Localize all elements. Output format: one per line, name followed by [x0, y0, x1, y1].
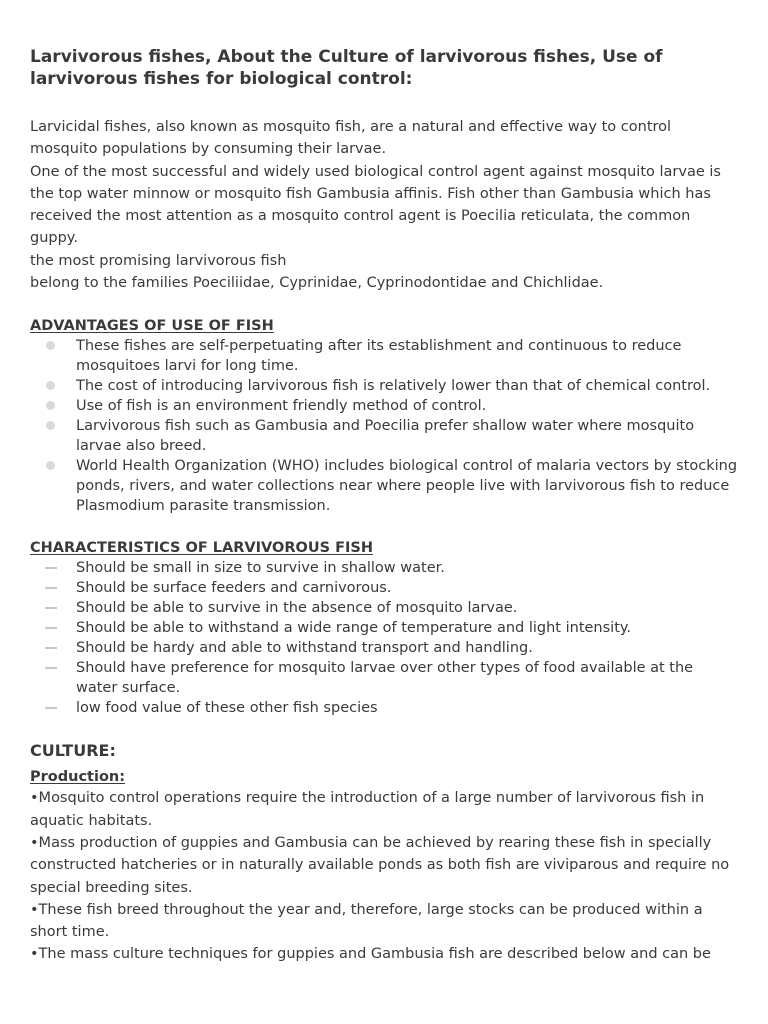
intro-paragraph: One of the most successful and widely used biological control agent against mosquito larvae is the top water minnow or mosquito fish Gambusia affinis. Fish other than Gambusia which has received the most attention as a mosquito control agent is Poecilia reticulata, the common guppy.	[30, 163, 721, 247]
bullet-dot-icon	[46, 421, 55, 430]
list-item-text: Should be able to survive in the absence of mosquito larvae.	[76, 600, 518, 617]
bullet-dash-icon	[45, 667, 57, 669]
production-section	[30, 787, 738, 965]
list-item	[30, 456, 738, 516]
bullet-dash-icon	[45, 587, 57, 589]
list-item	[30, 598, 738, 618]
list-item-text: Should have preference for mosquito larvae over other types of food available at the water surface.	[76, 660, 694, 697]
intro-paragraph: the most promising larvivorous fish	[30, 252, 287, 269]
production-paragraph: •These fish breed throughout the year and, therefore, large stocks can be produced within a short time.	[30, 901, 703, 941]
list-item	[30, 618, 738, 638]
bullet-dash-icon	[45, 647, 57, 649]
list-item	[30, 638, 738, 658]
bullet-dash-icon	[45, 627, 57, 629]
production-subheading: Production:	[30, 769, 126, 786]
document-title: Larvivorous fishes, About the Culture of larvivorous fishes, Use of larvivorous fishes for biological control:	[30, 47, 663, 89]
characteristics-list	[30, 558, 738, 718]
production-paragraph: •The mass culture techniques for guppies and Gambusia fish are described below and can be	[30, 946, 711, 963]
list-item-text: Should be surface feeders and carnivorous.	[76, 580, 392, 597]
advantages-heading: ADVANTAGES OF USE OF FISH	[30, 318, 274, 335]
bullet-dash-icon	[45, 707, 57, 709]
list-item-text: Should be small in size to survive in shallow water.	[76, 560, 445, 577]
list-item-text: The cost of introducing larvivorous fish is relatively lower than that of chemical control.	[76, 378, 711, 395]
list-item-text: Larvivorous fish such as Gambusia and Poecilia prefer shallow water where mosquito larvae also breed.	[76, 418, 695, 455]
list-item-text: These fishes are self-perpetuating after its establishment and continuous to reduce mosquitoes larvi for long time.	[76, 338, 682, 375]
advantages-list	[30, 336, 738, 516]
characteristics-heading: CHARACTERISTICS OF LARVIVOROUS FISH	[30, 540, 373, 557]
intro-paragraph: Larvicidal fishes, also known as mosquito fish, are a natural and effective way to control mosquito populations by consuming their larvae.	[30, 119, 672, 158]
list-item	[30, 376, 738, 396]
list-item-text: Should be hardy and able to withstand transport and handling.	[76, 640, 533, 657]
bullet-dot-icon	[46, 401, 55, 410]
list-item	[30, 698, 738, 718]
bullet-dot-icon	[46, 341, 55, 350]
list-item	[30, 558, 738, 578]
bullet-dash-icon	[45, 607, 57, 609]
production-paragraph: •Mosquito control operations require the introduction of a large number of larvivorous fish in aquatic habitats.	[30, 790, 705, 829]
list-item	[30, 396, 738, 416]
list-item	[30, 658, 738, 698]
bullet-dot-icon	[46, 381, 55, 390]
list-item-text: World Health Organization (WHO) includes biological control of malaria vectors by stocking ponds, rivers, and water collections near where people live with larvivorous fish to reduce Plasmodium parasite transmission.	[76, 458, 738, 515]
list-item-text: Should be able to withstand a wide range of temperature and light intensity.	[76, 620, 632, 637]
culture-heading: CULTURE:	[30, 741, 116, 761]
intro-section	[30, 116, 738, 294]
list-item	[30, 416, 738, 456]
list-item-text: low food value of these other fish species	[76, 700, 378, 717]
bullet-dash-icon	[45, 567, 57, 569]
intro-paragraph: belong to the families Poeciliidae, Cyprinidae, Cyprinodontidae and Chichlidae.	[30, 275, 604, 292]
bullet-dot-icon	[46, 461, 55, 470]
list-item	[30, 578, 738, 598]
list-item	[30, 336, 738, 376]
list-item-text: Use of fish is an environment friendly method of control.	[76, 398, 487, 415]
production-paragraph: •Mass production of guppies and Gambusia can be achieved by rearing these fish in specially constructed hatcheries or in naturally available ponds as both fish are viviparous and require no special breeding sites.	[30, 834, 730, 896]
